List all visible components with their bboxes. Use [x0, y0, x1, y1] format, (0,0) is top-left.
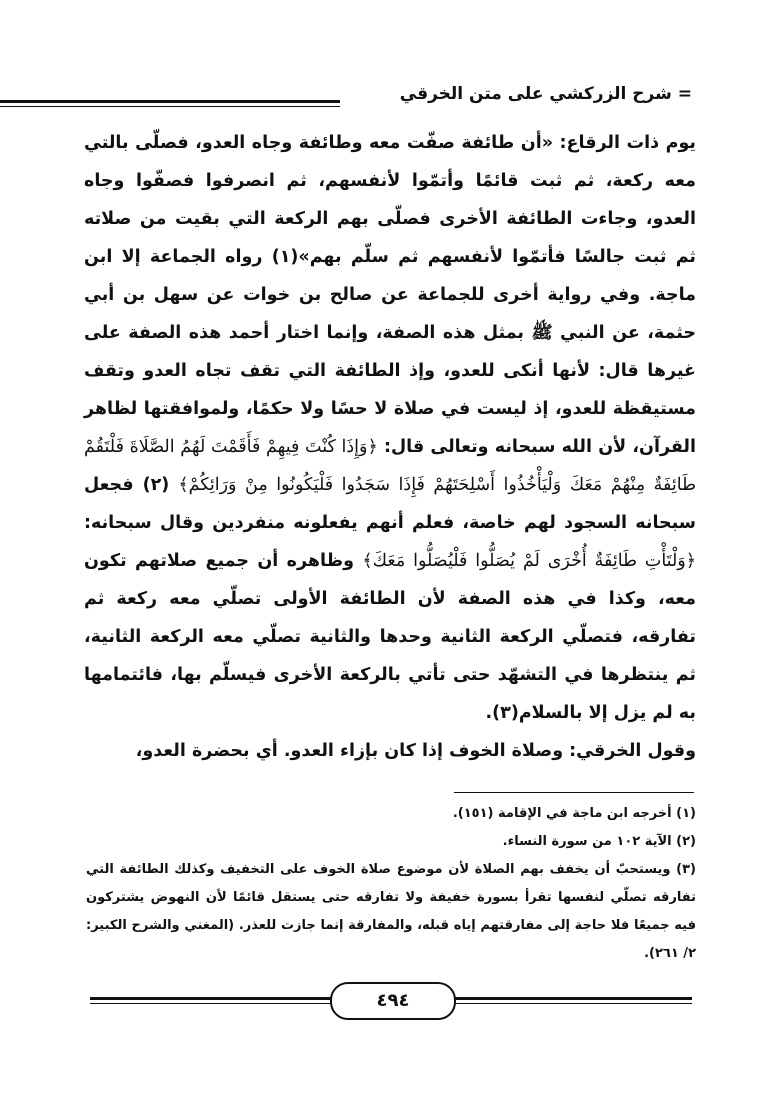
paragraph-1-text: يوم ذات الرقاع: «أن طائفة صفّت معه وطائفة وجاه العدو، فصلّى بالتي معه ركعة، ثم ثبت قائمًا وأتمّوا لأنفسهم، ثم انصرفوا فصفّوا وجاه العدو، وجاءت الطائفة الأخرى فصلّى بهم الركعة التي بقيت من صلاته ثم ثبت جالسًا فأتمّوا لأنفسهم ثم سلّم بهم»(١) رواه الجماعة إلا ابن ماجة. وفي رواية أخرى للجماعة عن صالح بن خوات عن سهل بن أبي حثمة، عن النبي ﷺ بمثل هذه الصفة، وإنما اختار أحمد هذه الصفة على غيرها قال: لأنها أنكى للعدو، وإذ الطائفة التي تقف تجاه العدو وتقف مستيقظة للعدو، إذ ليست في صلاة لا حسًا ولا حكمًا، ولموافقتها لظاهر القرآن، لأن الله سبحانه وتعالى قال: [84, 133, 696, 457]
main-text [84, 124, 696, 770]
page-number: ٤٩٤ [330, 982, 456, 1020]
paragraph-2: وقول الخرقي: وصلاة الخوف إذا كان بإزاء العدو. أي بحضرة العدو، [135, 741, 696, 761]
footnote-separator [454, 792, 694, 793]
paragraph-1-continued: (٢) فجعل سبحانه السجود لهم خاصة، فعلم أنهم يفعلونه منفردين وقال سبحانه: [84, 475, 696, 533]
header-rule-thin [0, 106, 340, 107]
paragraph-1 [84, 124, 696, 732]
footnotes [86, 800, 696, 968]
quran-verse-1: ﴿وَإِذَا كُنْتَ فِيهِمْ فَأَقَمْتَ لَهُمُ الصَّلَاةَ فَلْتَقُمْ طَائِفَةٌ مِنْهُمْ مَعَكَ وَلْيَأْخُذُوا أَسْلِحَتَهُمْ فَإِذَا سَجَدُوا فَلْيَكُونُوا مِنْ وَرَائِكُمْ﴾ [84, 437, 696, 495]
footnote-1: (١) أخرجه ابن ماجة في الإقامة (١٥١). [452, 806, 696, 821]
header-rule-thick [0, 100, 340, 103]
running-header-title: = شرح الزركشي على متن الخرقي [399, 84, 692, 104]
footnote-2: (٢) الآية ١٠٢ من سورة النساء. [502, 834, 696, 849]
quran-verse-2: ﴿وَلْتَأْتِ طَائِفَةٌ أُخْرَى لَمْ يُصَلُّوا فَلْيُصَلُّوا مَعَكَ﴾ [362, 551, 696, 571]
footnote-3: (٣) ويستحبّ أن يخفف بهم الصلاة لأن موضوع صلاة الخوف على التخفيف وكذلك الطائفة التي تفارقه تصلّي لنفسها تقرأ بسورة خفيفة ولا تفارقه حتى يستقل قائمًا لأن النهوض يشتركون فيه جميعًا فلا حاجة إلى مفارقتهم إياه قبله، والمفارقة إنما جازت للعذر. (المغني والشرح الكبير: ٢/ ٢٦١). [86, 862, 696, 961]
paragraph-1-end: وظاهره أن جميع صلاتهم تكون معه، وكذا في هذه الصفة لأن الطائفة الأولى تصلّي معه ركعة ثم تفارقه، فتصلّي الركعة الثانية وحدها والثانية تصلّي معه الركعة الثانية، ثم ينتظرها في التشهّد حتى تأتي بالركعة الأخرى فيسلّم بها، فائتمامها به لم يزل إلا بالسلام(٣). [84, 551, 696, 723]
page-footer [90, 980, 692, 1020]
